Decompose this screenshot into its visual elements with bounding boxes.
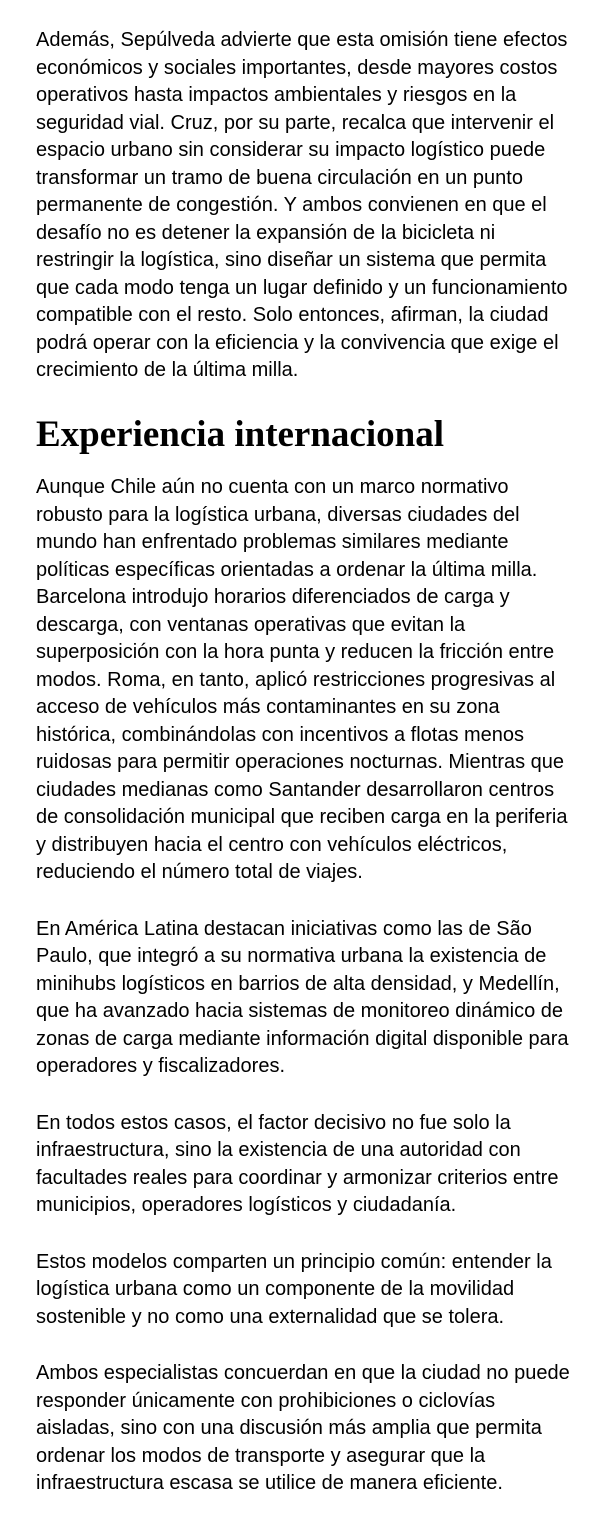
article-paragraph-decisive-factor: En todos estos casos, el factor decisivo no fue solo la infraestructura, sino la existencia de una autoridad con facultades reales para coordinar y armonizar criterios entre municipios, operadores logísticos y ciudadanía.: [36, 1111, 559, 1217]
article-paragraph-international-1: Aunque Chile aún no cuenta con un marco normativo robusto para la logística urbana, diversas ciudades del mundo han enfrentado problemas similares mediante políticas específicas orientadas a ordenar la última milla. Barcelona introdujo horarios diferenciados de carga y descarga, con ventanas operativas que evitan la superposición con la hora punta y reducen la fricción entre modos. Roma, en tanto, aplicó restricciones progresivas al acceso de vehículos más contaminantes en su zona histórica, combinándolas con incentivos a flotas menos ruidosas para permitir operaciones nocturnas. Mientras que ciudades medianas como Santander desarrollaron centros de consolidación municipal que reciben carga en la periferia y distribuyen hacia el centro con vehículos eléctricos, reduciendo el número total de viajes.: [36, 476, 568, 884]
article-paragraph-conclusion: Ambos especialistas concuerdan en que la ciudad no puede responder únicamente con prohibiciones o ciclovías aisladas, sino con una discusión más amplia que permita ordenar los modos de transporte y asegurar que la infraestructura escasa se utilice de manera eficiente.: [36, 1362, 570, 1495]
section-heading: Experiencia internacional: [36, 413, 444, 455]
article-paragraph-common-principle: Estos modelos comparten un principio común: entender la logística urbana como un componente de la movilidad sostenible y no como una externalidad que se tolera.: [36, 1250, 552, 1328]
article-paragraph-intro: Además, Sepúlveda advierte que esta omisión tiene efectos económicos y sociales importantes, desde mayores costos operativos hasta impactos ambientales y riesgos en la seguridad vial. Cruz, por su parte, recalca que intervenir el espacio urbano sin considerar su impacto logístico puede transformar un tramo de buena circulación en un punto permanente de congestión. Y ambos convienen en que el desafío no es detener la expansión de la bicicleta ni restringir la logística, sino diseñar un sistema que permita que cada modo tenga un lugar definido y un funcionamiento compatible con el resto. Solo entonces, afirman, la ciudad podrá operar con la eficiencia y la convivencia que exige el crecimiento de la última milla.: [36, 29, 568, 381]
article-paragraph-latam: En América Latina destacan iniciativas como las de São Paulo, que integró a su normativa urbana la existencia de minihubs logísticos en barrios de alta densidad, y Medellín, que ha avanzado hacia sistemas de monitoreo dinámico de zonas de carga mediante información digital disponible para operadores y fiscalizadores.: [36, 917, 569, 1078]
